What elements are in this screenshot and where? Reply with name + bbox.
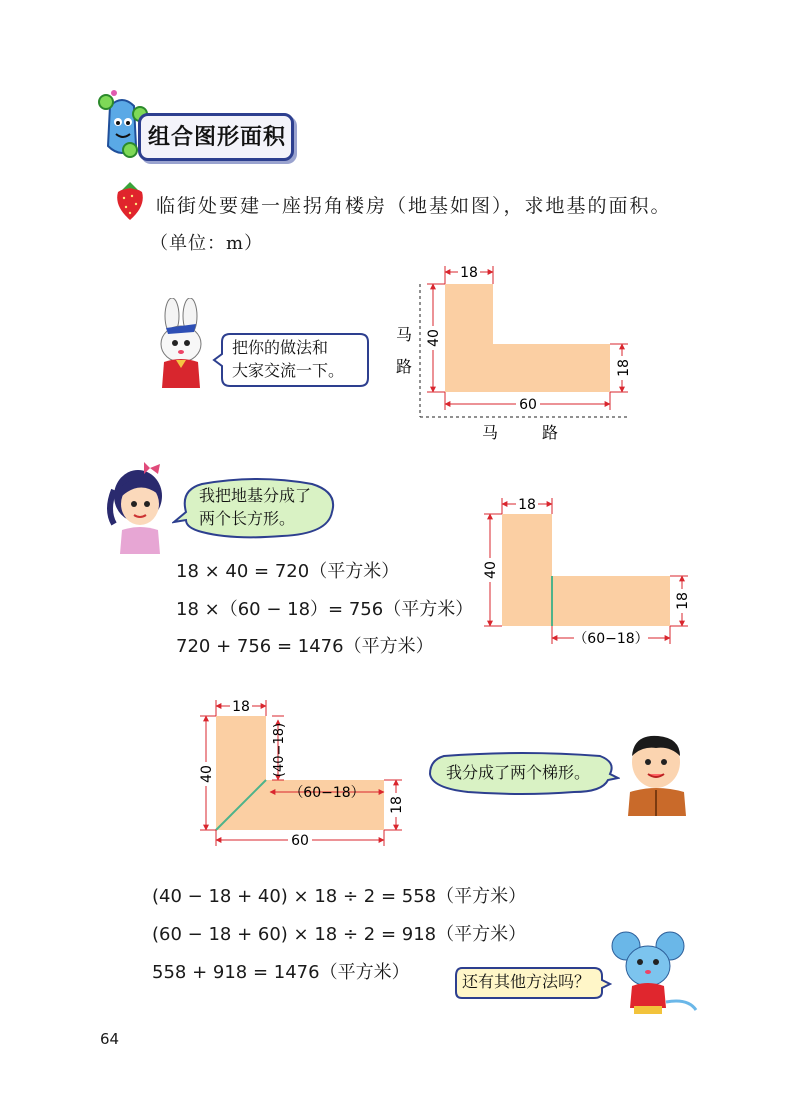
method1-eq3-unit: （平方米） <box>343 636 434 657</box>
method1-eq2-math: 18 ×（60 − 18）= 756 <box>176 599 384 620</box>
fig3-dim-right: 18 <box>389 796 405 814</box>
dim-bottom-label: 60 <box>519 397 537 413</box>
method1-eq2-unit: （平方米） <box>383 599 474 620</box>
boy-character-icon <box>620 730 694 816</box>
girl-character-icon <box>100 460 172 556</box>
fig3-dim-bottom: 60 <box>291 833 309 849</box>
mouse-speech-text: 还有其他方法吗？ <box>462 972 591 991</box>
method2-eq1-math: (40 − 18 + 40) × 18 ÷ 2 = 558 <box>152 886 437 907</box>
fig3-dim-top: 18 <box>232 699 250 715</box>
rabbit-speech-line-1: 把你的做法和 <box>232 338 329 357</box>
rabbit-speech-line-2: 大家交流一下。 <box>232 361 345 380</box>
question-text: 临街处要建一座拐角楼房（地基如图），求地基的面积。 <box>156 195 672 217</box>
strawberry-icon <box>112 180 148 222</box>
girl-speech-line-1: 我把地基分成了 <box>199 486 312 505</box>
dim-left-label: 40 <box>426 329 442 347</box>
method2-eq2-unit: （平方米） <box>436 924 527 945</box>
girl-speech-line-2: 两个长方形。 <box>199 509 296 528</box>
road-side-char-2: 路 <box>395 357 413 376</box>
l-shape <box>445 284 610 392</box>
road-bottom-char-2: 路 <box>541 423 559 442</box>
fig2-dim-bottom: （60−18） <box>573 631 649 647</box>
fig3-dim-left: 40 <box>199 765 215 783</box>
fig2-dim-top: 18 <box>518 497 536 513</box>
method1-equation-3 <box>176 632 434 658</box>
fig2-dim-left: 40 <box>483 561 499 579</box>
figure-3-two-trapezoids <box>196 694 416 854</box>
method1-eq1-unit: （平方米） <box>309 561 400 582</box>
road-bottom-char-1: 马 <box>481 423 499 442</box>
fig2-dim-right: 18 <box>675 592 691 610</box>
dim-top-label: 18 <box>460 265 478 281</box>
method2-equation-3 <box>152 958 410 984</box>
rabbit-character-icon <box>148 298 216 394</box>
unit-note: （单位：m） <box>150 233 264 254</box>
method1-equation-2 <box>176 595 473 621</box>
method2-eq2-math: (60 − 18 + 60) × 18 ÷ 2 = 918 <box>152 924 437 945</box>
road-side-char-1: 马 <box>395 325 413 344</box>
method1-eq3-math: 720 + 756 = 1476 <box>176 636 344 657</box>
section-title: 组合图形面积 <box>148 124 287 150</box>
fig3-dim-inner-horizontal: （60−18） <box>289 785 365 801</box>
method2-eq3-unit: （平方米） <box>319 962 410 983</box>
fig3-dim-inner-vertical: (40−18) <box>272 722 287 778</box>
method2-eq3-math: 558 + 918 = 1476 <box>152 962 320 983</box>
page-number: 64 <box>100 1030 120 1048</box>
method2-equation-2 <box>152 920 526 946</box>
method2-eq1-unit: （平方米） <box>436 886 527 907</box>
figure-1-l-shape <box>390 262 640 447</box>
dim-right-label: 18 <box>616 359 632 377</box>
mouse-character-icon <box>608 928 704 1020</box>
figure-2-two-rectangles <box>478 494 698 654</box>
method1-equation-1 <box>176 557 399 583</box>
method1-eq1-math: 18 × 40 = 720 <box>176 561 310 582</box>
method2-equation-1 <box>152 882 526 908</box>
boy-speech-text: 我分成了两个梯形。 <box>446 763 591 782</box>
